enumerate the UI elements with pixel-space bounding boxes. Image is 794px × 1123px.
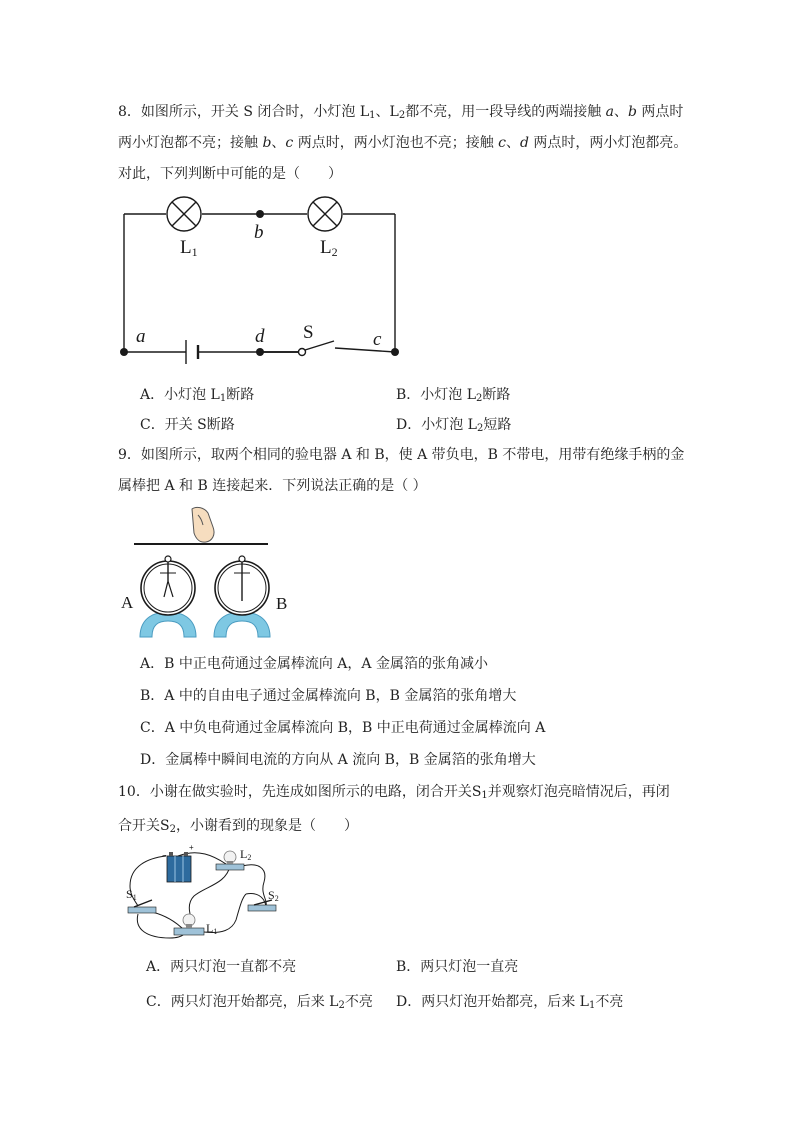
label-d: d [255, 326, 265, 347]
electroscope-a-icon [140, 556, 196, 637]
q10-option-d[interactable]: D．两只灯泡开始都亮，后来 $L_1$不亮 [396, 994, 624, 1011]
question-9 [118, 440, 688, 502]
q9-line-1: 9．如图所示，取两个相同的验电器 A 和 B，使 A 带负电，B 不带电，用带有绝缘手柄的金 [118, 447, 685, 463]
q10-line-1: 10．小谢在做实验时，先连成如图所示的电路，闭合开关$S_1$并观察灯泡亮暗情况后，再闭 [118, 784, 670, 801]
electroscope-b-icon [214, 556, 270, 637]
q8-option-b[interactable]: B．小灯泡 $L_2$断路 [396, 387, 511, 404]
q9-line-2: 属棒把 A 和 B 连接起来．下列说法正确的是（ ） [118, 478, 427, 494]
label-s2: S2 [268, 888, 279, 903]
q8-circuit-diagram [110, 195, 420, 370]
q10-circuit-diagram [118, 844, 293, 944]
q8-line-3: 对此，下列判断中可能的是（ ） [118, 166, 342, 182]
q9-electroscope-diagram [118, 505, 298, 645]
label-b: B [276, 594, 288, 613]
q8-option-d[interactable]: D．小灯泡 $L_2$短路 [396, 417, 512, 434]
q8-line-1: 8．如图所示，开关 S 闭合时，小灯泡 $L_1$、$L_2$都不亮，用一段导线的两端接触 a、b 两点时 [118, 104, 684, 121]
node-b [256, 210, 264, 218]
battery-icon [186, 340, 198, 364]
svg-text:−: − [162, 851, 167, 860]
label-a: A [121, 593, 134, 612]
label-b: b [254, 222, 264, 243]
finger-icon [192, 507, 214, 542]
lamp-l1-icon [167, 197, 201, 231]
q9-option-a[interactable]: A．B 中正电荷通过金属棒流向 A，A 金属箔的张角减小 [140, 656, 488, 672]
q8-option-c[interactable]: C．开关 S断路 [140, 417, 235, 433]
q10-option-a[interactable]: A．两只灯泡一直都不亮 [146, 959, 297, 975]
q9-option-d[interactable]: D．金属棒中瞬间电流的方向从 A 流向 B，B 金属箔的张角增大 [140, 752, 536, 768]
node-c [391, 348, 399, 356]
battery-pack-icon [162, 843, 194, 882]
question-8 [118, 97, 688, 190]
label-l2: L2 [320, 237, 338, 259]
label-s1: S1 [126, 887, 137, 902]
label-a: a [136, 326, 146, 347]
node-a [120, 348, 128, 356]
q8-option-a[interactable]: A．小灯泡 $L_1$断路 [140, 387, 255, 404]
label-s: S [303, 322, 314, 343]
question-10 [118, 775, 688, 843]
label-l1: L1 [206, 921, 218, 936]
switch-s-icon [260, 341, 334, 356]
svg-text:+: + [189, 843, 194, 852]
lamp-l2-icon [308, 197, 342, 231]
q10-line-2: 合开关$S_2$，小谢看到的现象是（ ） [118, 818, 358, 835]
q8-line-2: 两小灯泡都不亮；接触 b、c 两点时，两小灯泡也不亮；接触 c、d 两点时，两小灯泡都亮。 [118, 135, 688, 151]
q10-option-c[interactable]: C．两只灯泡开始都亮，后来 $L_2$不亮 [146, 994, 373, 1011]
label-l2: L2 [240, 847, 252, 862]
q9-option-c[interactable]: C．A 中负电荷通过金属棒流向 B，B 中正电荷通过金属棒流向 A [140, 720, 546, 736]
node-d [256, 348, 264, 356]
label-l1: L1 [180, 237, 198, 259]
q10-option-b[interactable]: B．两只灯泡一直亮 [396, 959, 519, 975]
q9-option-b[interactable]: B．A 中的自由电子通过金属棒流向 B，B 金属箔的张角增大 [140, 688, 517, 704]
label-c: c [373, 329, 382, 350]
